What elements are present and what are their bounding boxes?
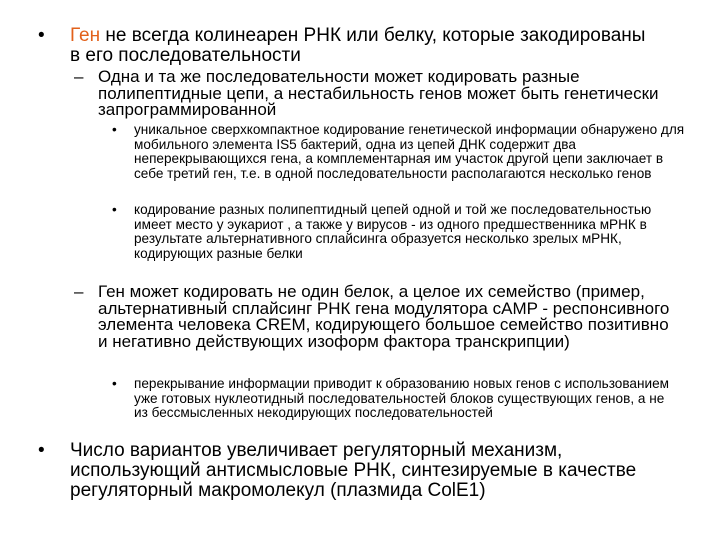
sub-item-text: Ген может кодировать не один белок, а целое их семейство (пример, альтернативный сплайсинг РНК гена модулятора cAMP - респонсивного элемента человека CREM, кодирующего большое семейство позитивно и негативно действующих изоформ фактора транскрипции) xyxy=(98,282,670,351)
bullet-dot-icon: • xyxy=(38,440,45,461)
bullet-dot-icon: • xyxy=(112,202,117,217)
point-text: перекрывание информации приводит к образованию новых генов с использованием уже готовых нуклеотидный последовательностей блоков существующих генов, а не из бессмысленных некодирующих последовательностей xyxy=(134,376,669,421)
bullet-dot-icon: • xyxy=(38,25,45,46)
point-overlapping-information xyxy=(112,377,672,421)
sub-item-gene-family xyxy=(74,284,674,350)
dash-bullet-icon: – xyxy=(74,282,84,301)
point-text: кодирование разных полипептидный цепей одной и той же последовательностью имеет место у эукариот , а также у вирусов - из одного предшественника мРНК в результате альтернативного сплайсинга образуется несколько зрелых мРНК, кодирующих разные белки xyxy=(134,202,652,261)
dash-bullet-icon: – xyxy=(74,67,84,86)
sub-item-same-sequence xyxy=(74,69,684,119)
bullet-text xyxy=(70,26,658,66)
bullet-dot-icon: • xyxy=(112,122,117,137)
point-text: уникальное сверхкомпактное кодирование генетической информации обнаружено для мобильного элемента IS5 бактерий, одна из цепей ДНК содержит два неперекрывающихся гена, а комплементарная им участок другой цепи заключает в себе третий ген, т.е. в одной последовательности располагаются несколько генов xyxy=(134,122,685,181)
sub-item-text: Одна и та же последовательности может кодировать разные полипептидные цепи, а нестабильность генов может быть генетически запрограммированной xyxy=(98,67,659,119)
bullet-text: Число вариантов увеличивает регуляторный механизм, использующий антисмысловые РНК, синтезируемые в качестве регуляторный макромолекул (плазмида ColE1) xyxy=(70,440,637,501)
highlight-term: Ген xyxy=(70,25,101,46)
bullet-dot-icon: • xyxy=(112,376,117,391)
point-is5-example xyxy=(112,123,687,181)
bullet-text-rest: не всегда колинеарен РНК или белку, которые закодированы в его последовательности xyxy=(70,25,646,66)
point-eukaryote-splicing xyxy=(112,203,687,261)
bullet-item-gene-colinearity xyxy=(38,26,658,66)
bullet-item-antisense-rna xyxy=(38,441,678,501)
